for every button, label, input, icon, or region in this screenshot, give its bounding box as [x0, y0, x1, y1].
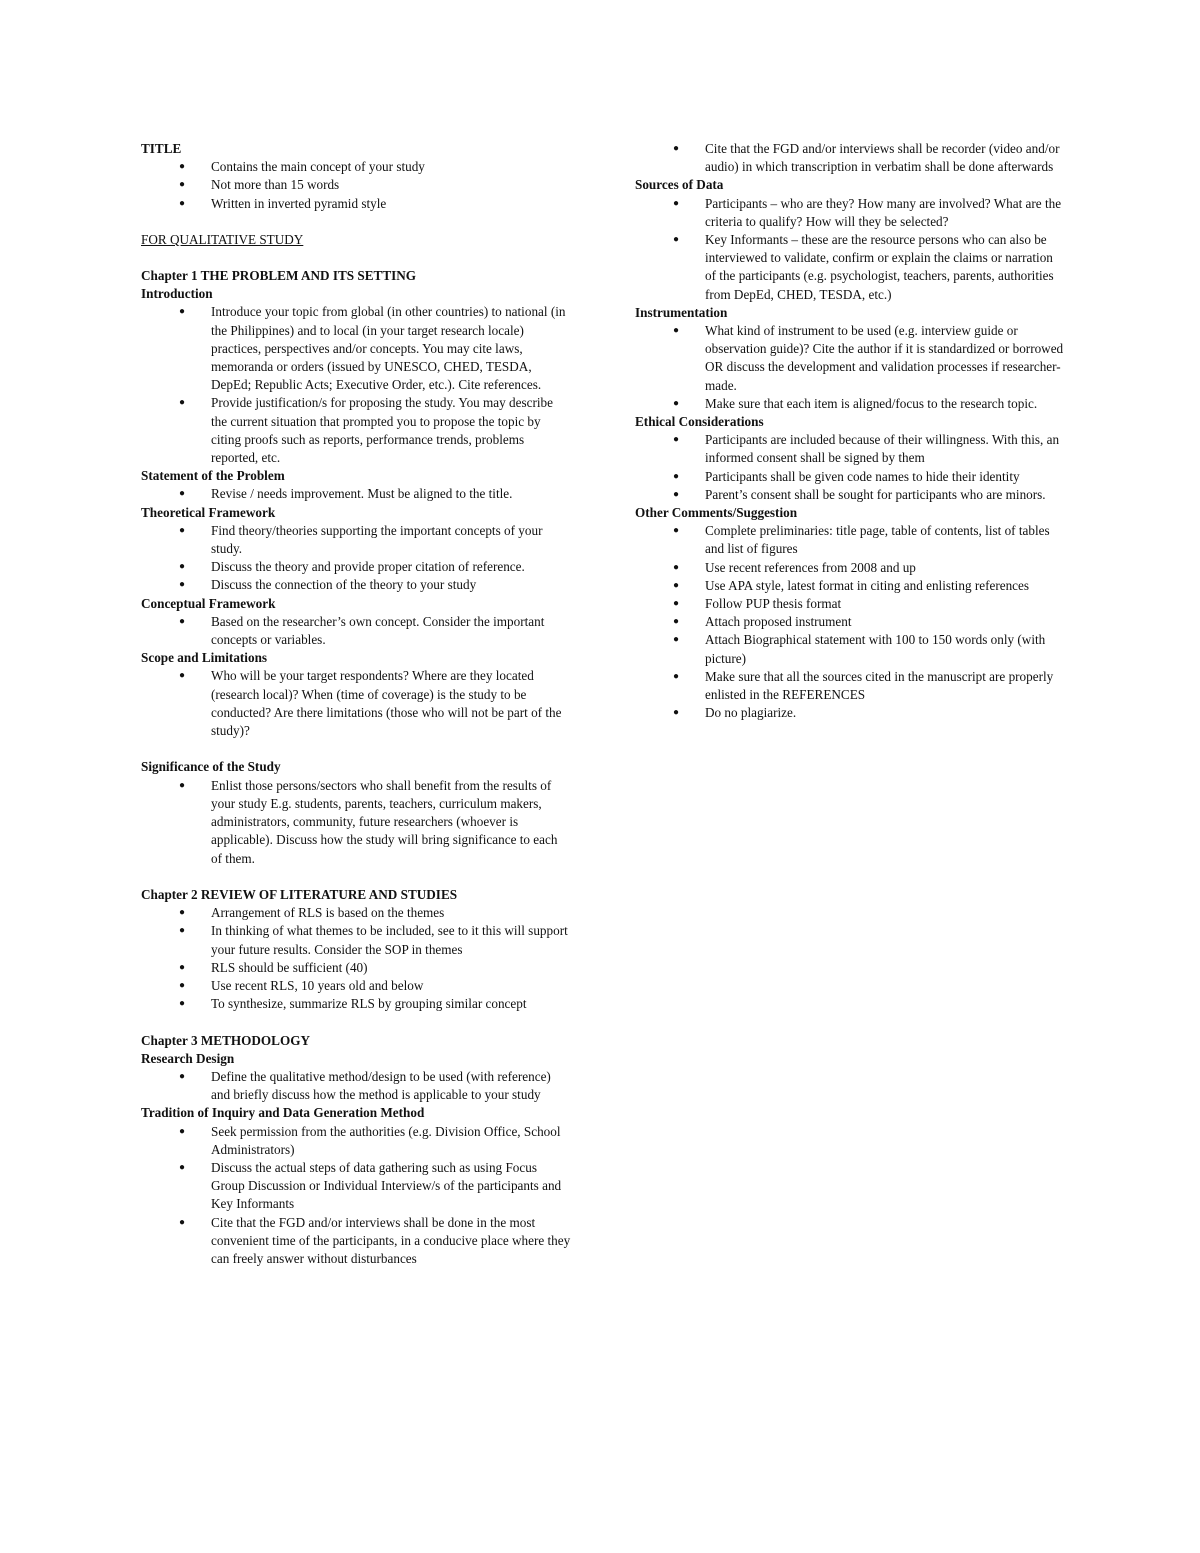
- significance-bullet-list: [141, 777, 571, 868]
- bullet-icon: ●: [672, 561, 680, 573]
- bullet-icon: ●: [178, 179, 186, 191]
- bullet-icon: ●: [672, 197, 680, 209]
- bullet-icon: ●: [178, 1125, 186, 1137]
- bullet-item: ● Do no plagiarize.: [705, 704, 1065, 722]
- bullet-icon: ●: [672, 525, 680, 537]
- bullet-item: ● Attach Biographical statement with 100 to 150 words only (with picture): [672, 632, 1046, 666]
- bullet-item: ● Discuss the theory and provide proper citation of reference.: [211, 558, 571, 576]
- introduction-bullet-list: [141, 303, 571, 467]
- ethical-heading: Ethical Considerations: [635, 414, 764, 430]
- bullet-icon: ●: [178, 161, 186, 173]
- bullet-item: ● Use recent references from 2008 and up: [705, 559, 1065, 577]
- bullet-item: ● Discuss the connection of the theory to your study: [211, 576, 571, 594]
- bullet-item: ● Cite that the FGD and/or interviews shall be recorder (video and/or audio) in which transcription in verbatim shall be done afterwards: [672, 141, 1060, 175]
- bullet-item: ● Introduce your topic from global (in other countries) to national (in the Philippines) and to local (in your target research locale) practices, perspectives and/or concepts. You may cite laws, memoranda or orders (issued by UNESCO, CHED, TESDA, DepEd; Republic Acts; Executive Order, etc.). Cite references.: [178, 304, 566, 393]
- bullet-icon: ●: [178, 561, 186, 573]
- bullet-item: ● Make sure that all the sources cited in the manuscript are properly enlisted in the REFERENCES: [672, 668, 1054, 703]
- theoretical-bullet-list: [141, 522, 571, 595]
- left-column: [141, 140, 571, 1268]
- section-heading-title: TITLE: [141, 141, 182, 156]
- bullet-icon: ●: [178, 579, 186, 591]
- continued-bullet-list: [635, 140, 1065, 176]
- spacer: [141, 1013, 571, 1031]
- bullet-item: ● Cite that the FGD and/or interviews shall be done in the most convenient time of the participants, in a conducive place where they can freely answer without disturbances: [178, 1214, 571, 1266]
- bullet-item: ● To synthesize, summarize RLS by grouping similar concept: [211, 995, 571, 1013]
- bullet-icon: ●: [178, 306, 186, 318]
- bullet-icon: ●: [672, 598, 680, 610]
- instrumentation-heading: Instrumentation: [635, 304, 728, 320]
- bullet-item: ● What kind of instrument to be used (e.g. interview guide or observation guide)? Cite the author if it is standardized or borrowed OR discuss the development and validation processes if researcher-made.: [672, 323, 1064, 393]
- bullet-item: ● Enlist those persons/sectors who shall benefit from the results of your study E.g. students, parents, teachers, curriculum makers, administrators, community, future researchers (whoever is applicable). Discuss how the study will bring significance to each of them.: [178, 777, 558, 866]
- conceptual-heading: Conceptual Framework: [141, 595, 276, 611]
- bullet-item: ● Seek permission from the authorities (e.g. Division Office, School Administrators): [178, 1123, 561, 1157]
- bullet-icon: ●: [178, 488, 186, 500]
- title-bullet-list: [141, 158, 571, 213]
- bullet-icon: ●: [178, 925, 186, 937]
- bullet-icon: ●: [672, 634, 680, 646]
- bullet-item: ● Attach proposed instrument: [705, 613, 1065, 631]
- bullet-icon: ●: [178, 1216, 186, 1228]
- bullet-item: ● Follow PUP thesis format: [705, 595, 1065, 613]
- bullet-item: ● Complete preliminaries: title page, table of contents, list of tables and list of figures: [672, 523, 1050, 557]
- bullet-icon: ●: [178, 907, 186, 919]
- chapter-3-heading: Chapter 3 METHODOLOGY: [141, 1032, 311, 1048]
- bullet-item: ● Arrangement of RLS is based on the themes: [211, 904, 571, 922]
- bullet-item: ● Contains the main concept of your study: [211, 158, 571, 176]
- bullet-icon: ●: [672, 397, 680, 409]
- bullet-icon: ●: [672, 707, 680, 719]
- sources-bullet-list: [635, 195, 1065, 304]
- spacer: [141, 740, 571, 758]
- significance-heading: Significance of the Study: [141, 759, 281, 775]
- instrumentation-bullet-list: [635, 322, 1065, 413]
- bullet-item: ● Make sure that each item is aligned/focus to the research topic.: [705, 395, 1065, 413]
- bullet-icon: ●: [672, 325, 680, 337]
- bullet-item: ● Participants – who are they? How many are involved? What are the criteria to qualify? How will they be selected?: [672, 195, 1062, 229]
- bullet-item: ● Parent’s consent shall be sought for participants who are minors.: [705, 486, 1065, 504]
- bullet-icon: ●: [178, 779, 186, 791]
- introduction-heading: Introduction: [141, 286, 213, 302]
- bullet-item: ● Find theory/theories supporting the important concepts of your study.: [178, 522, 543, 557]
- chapter-1-heading: Chapter 1 THE PROBLEM AND ITS SETTING: [141, 268, 417, 284]
- chapter-2-heading: Chapter 2 REVIEW OF LITERATURE AND STUDIES: [141, 886, 458, 902]
- bullet-item: ● Written in inverted pyramid style: [211, 195, 571, 213]
- bullet-item: ● Who will be your target respondents? Where are they located (research local)? When (time of coverage) is the study to be conducted? Are there limitations (those who will not be part of the study)?: [178, 668, 562, 739]
- tradition-heading: Tradition of Inquiry and Data Generation Method: [141, 1105, 425, 1121]
- bullet-icon: ●: [672, 616, 680, 628]
- bullet-item: ● Participants shall be given code names to hide their identity: [705, 468, 1065, 486]
- bullet-icon: ●: [672, 579, 680, 591]
- bullet-item: ● Use recent RLS, 10 years old and below: [211, 977, 571, 995]
- other-comments-heading: Other Comments/Suggestion: [635, 505, 798, 521]
- bullet-icon: ●: [178, 1070, 186, 1082]
- conceptual-bullet-list: [141, 613, 571, 649]
- bullet-icon: ●: [178, 670, 186, 682]
- scope-bullet-list: [141, 667, 571, 740]
- bullet-item: ● RLS should be sufficient (40): [211, 959, 571, 977]
- bullet-icon: ●: [672, 470, 680, 482]
- other-comments-bullet-list: [635, 522, 1065, 722]
- sources-heading: Sources of Data: [635, 177, 724, 193]
- bullet-icon: ●: [672, 670, 680, 682]
- right-column: [635, 140, 1065, 723]
- bullet-item: ● Participants are included because of their willingness. With this, an informed consent shall be signed by them: [672, 432, 1060, 466]
- bullet-icon: ●: [178, 397, 186, 409]
- bullet-item: ● Define the qualitative method/design to be used (with reference) and briefly discuss how the method is applicable to your study: [178, 1068, 551, 1103]
- bullet-item: ● Provide justification/s for proposing the study. You may describe the current situation that prompted you to propose the topic by citing proofs such as reports, performance trends, problems reported, etc.: [178, 395, 553, 466]
- tradition-bullet-list: [141, 1123, 571, 1269]
- bullet-icon: ●: [178, 197, 186, 209]
- bullet-item: ● Based on the researcher’s own concept. Consider the important concepts or variables.: [178, 613, 545, 648]
- bullet-icon: ●: [178, 979, 186, 991]
- chapter-2-bullet-list: [141, 904, 571, 1013]
- bullet-item: ● Use APA style, latest format in citing and enlisting references: [705, 577, 1065, 595]
- bullet-icon: ●: [672, 234, 680, 246]
- statement-bullet-list: [141, 485, 571, 503]
- bullet-item: ● Not more than 15 words: [211, 176, 571, 194]
- ethical-bullet-list: [635, 431, 1065, 504]
- research-design-bullet-list: [141, 1068, 571, 1104]
- bullet-icon: ●: [178, 615, 186, 627]
- bullet-item: ● Key Informants – these are the resource persons who can also be interviewed to validate, confirm or explain the claims or narration of the participants (e.g. psychologist, teachers, parents, authorities from DepEd, CHED, TESDA, etc.): [672, 232, 1054, 302]
- bullet-icon: ●: [178, 961, 186, 973]
- bullet-icon: ●: [672, 488, 680, 500]
- research-design-heading: Research Design: [141, 1050, 235, 1066]
- bullet-icon: ●: [178, 524, 186, 536]
- bullet-icon: ●: [672, 143, 680, 154]
- bullet-icon: ●: [672, 434, 680, 446]
- bullet-item: ● Discuss the actual steps of data gathering such as using Focus Group Discussion or Individual Interview/s of the participants and Key Informants: [178, 1159, 562, 1212]
- bullet-item: ● In thinking of what themes to be included, see to it this will support your future results. Consider the SOP in themes: [178, 923, 568, 957]
- spacer: [141, 868, 571, 886]
- bullet-icon: ●: [178, 998, 186, 1010]
- bullet-item: ● Revise / needs improvement. Must be aligned to the title.: [211, 485, 571, 503]
- statement-heading: Statement of the Problem: [141, 468, 285, 484]
- theoretical-heading: Theoretical Framework: [141, 504, 276, 520]
- bullet-icon: ●: [178, 1161, 186, 1173]
- qualitative-study-label: FOR QUALITATIVE STUDY: [141, 231, 304, 247]
- scope-heading: Scope and Limitations: [141, 650, 268, 666]
